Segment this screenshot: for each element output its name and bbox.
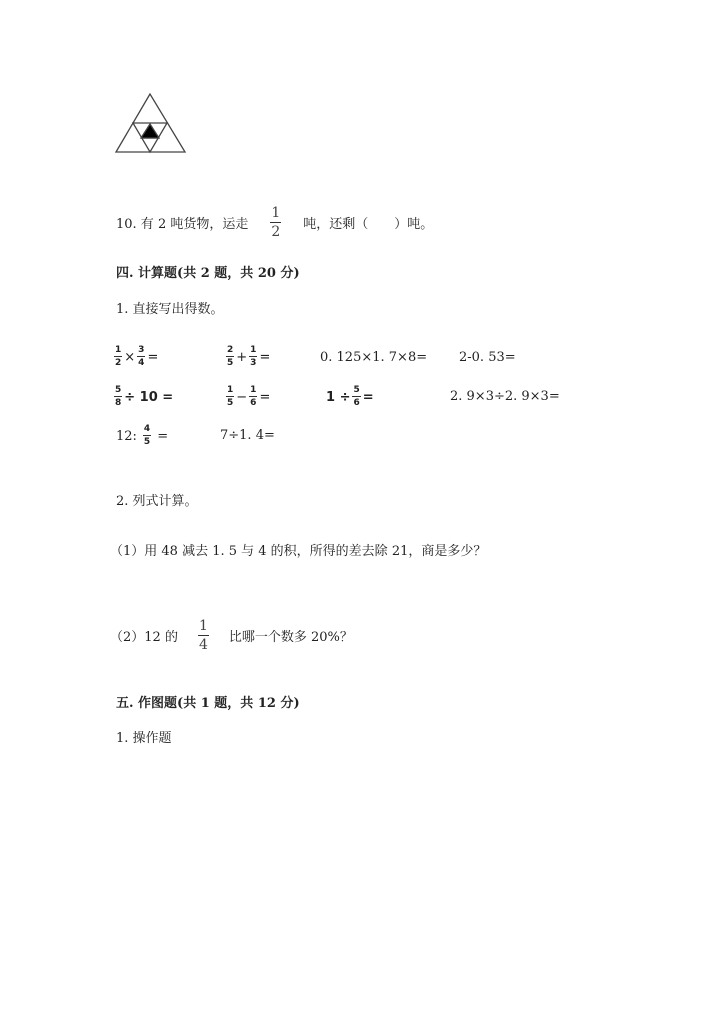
numerator: 3 — [138, 345, 145, 355]
operator: − — [236, 389, 248, 405]
denominator: 2 — [115, 358, 122, 368]
expr-rest: ÷ 10 = — [124, 389, 174, 405]
numerator: 1 — [250, 345, 257, 355]
expr-2 — [226, 346, 270, 368]
expr-7 — [326, 386, 374, 408]
equals: = — [362, 389, 374, 405]
numerator: 1 — [271, 205, 281, 221]
expr-8: 2. 9×3÷2. 9×3= — [450, 389, 560, 404]
expr-3: 0. 125×1. 7×8= — [320, 350, 428, 365]
expr-1 — [114, 346, 158, 368]
expr-4: 2-0. 53= — [459, 350, 516, 365]
q2-2-suffix: 比哪一个数多 20%？ — [228, 630, 353, 645]
expr-9 — [116, 425, 168, 447]
q2-2-prefix: （2）12 的 — [110, 630, 178, 645]
numerator: 4 — [143, 424, 151, 434]
section-4-q2: 2. 列式计算。 — [116, 494, 198, 509]
q10-suffix: 吨，还剩（ ）吨。 — [303, 217, 434, 232]
denominator: 8 — [115, 398, 122, 408]
numerator: 5 — [115, 385, 122, 395]
denominator: 3 — [250, 358, 257, 368]
section-4-q1: 1. 直接写出得数。 — [116, 302, 224, 317]
section-4-title: 四. 计算题(共 2 题，共 20 分) — [116, 266, 300, 281]
equals: = — [259, 389, 271, 405]
expr-6 — [226, 386, 270, 408]
expr-prefix: 1 ÷ — [326, 389, 351, 405]
fraction — [270, 206, 281, 239]
section-4-q2-2 — [110, 619, 353, 652]
q10-prefix: 10. 有 2 吨货物，运走 — [116, 217, 249, 232]
section-4-q2-1: （1）用 48 减去 1. 5 与 4 的积，所得的差去除 21，商是多少？ — [110, 544, 487, 559]
denominator: 5 — [143, 437, 151, 447]
denominator: 6 — [250, 398, 257, 408]
equals: = — [157, 428, 169, 444]
numerator: 5 — [353, 385, 360, 395]
numerator: 1 — [115, 345, 122, 355]
denominator: 6 — [353, 398, 360, 408]
expr-5 — [114, 386, 173, 408]
numerator: 1 — [198, 618, 208, 634]
denominator: 2 — [271, 224, 281, 240]
operator: + — [236, 349, 248, 365]
denominator: 4 — [198, 637, 208, 653]
numerator: 1 — [250, 385, 257, 395]
operator: × — [124, 349, 136, 365]
denominator: 4 — [138, 358, 145, 368]
expr-prefix: 12: — [116, 428, 137, 444]
expr-10: 7÷1. 4= — [220, 428, 275, 443]
numerator: 2 — [227, 345, 234, 355]
denominator: 5 — [227, 358, 234, 368]
numerator: 1 — [227, 385, 234, 395]
section-5-title: 五. 作图题(共 1 题，共 12 分) — [116, 696, 300, 711]
equals: = — [259, 349, 271, 365]
equals: = — [147, 349, 159, 365]
question-10 — [116, 206, 433, 239]
section-5-q1: 1. 操作题 — [116, 731, 172, 746]
triangle-figure — [110, 88, 192, 158]
denominator: 5 — [227, 398, 234, 408]
